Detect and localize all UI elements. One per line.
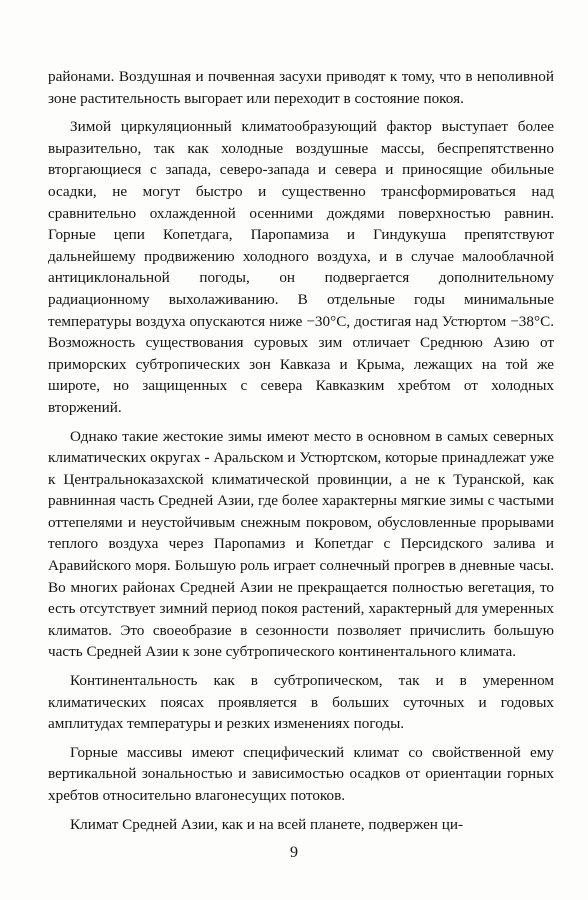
paragraph-5: Горные массивы имеют специфический климат со свойственной ему вертикальной зональностью и зависимостью осадков от ориентации горных хребтов относительно влагонесущих потоков. xyxy=(48,743,554,804)
body-text xyxy=(48,66,554,842)
paragraph-6: Климат Средней Азии, как и на всей планете, подвержен ци- xyxy=(70,815,464,833)
paragraph-1: районами. Воздушная и почвенная засухи приводят к тому, что в неполивной зоне растительность выгорает или переходит в состояние покоя. xyxy=(48,68,554,107)
paragraph-3: Однако такие жестокие зимы имеют место в основном в самых северных климатических округах - Аральском и Устюртском, которые принадлежат уже к Центральноказахской климатической провинции, а не к Туранской, как равнинная часть Средней Азии, где более характерны мягкие зимы с частыми оттепелями и неустойчивым снежным покровом, обусловленные прорывами теплого воздуха через Паропамиз и Копетдаг с Персидского залива и Аравийского моря. Большую роль играет солнечный прогрев в дневные часы. Во многих районах Средней Азии не прекращается полностью вегетация, то есть отсутствует зимний период покоя растений, характерный для умеренных климатов. Это своеобразие в сезонности позволяет причислить большую часть Средней Азии к зоне субтропического континентального климата. xyxy=(48,427,554,661)
page-number: 9 xyxy=(290,844,298,861)
paragraph-4: Континентальность как в субтропическом, так и в умеренном климатических поясах проявляется в больших суточных и годовых амплитудах температуры и резких изменениях погоды. xyxy=(48,672,554,733)
paragraph-2: Зимой циркуляционный климатообразующий фактор выступает более выразительно, так как холодные воздушные массы, беспрепятственно вторгающиеся с запада, северо-запада и севера и приносящие обильные осадки, не могут быстро и существенно трансформироваться над сравнительно охлажденной осенними дождями поверхностью равнин. Горные цепи Копетдага, Паропамиза и Гиндукуша препятствуют дальнейшему продвижению холодного воздуха, и в случае малооблачной антициклональной погоды, он подвергается дополнительному радиационному выхолаживанию. В отдельные годы минимальные температуры воздуха опускаются ниже −30°C, достигая над Устюртом −38°C. Возможность существования суровых зим отличает Среднюю Азию от приморских субтропических зон Кавказа и Крыма, лежащих на той же широте, но защищенных с севера Кавказким хребтом от холодных вторжений. xyxy=(48,118,554,416)
